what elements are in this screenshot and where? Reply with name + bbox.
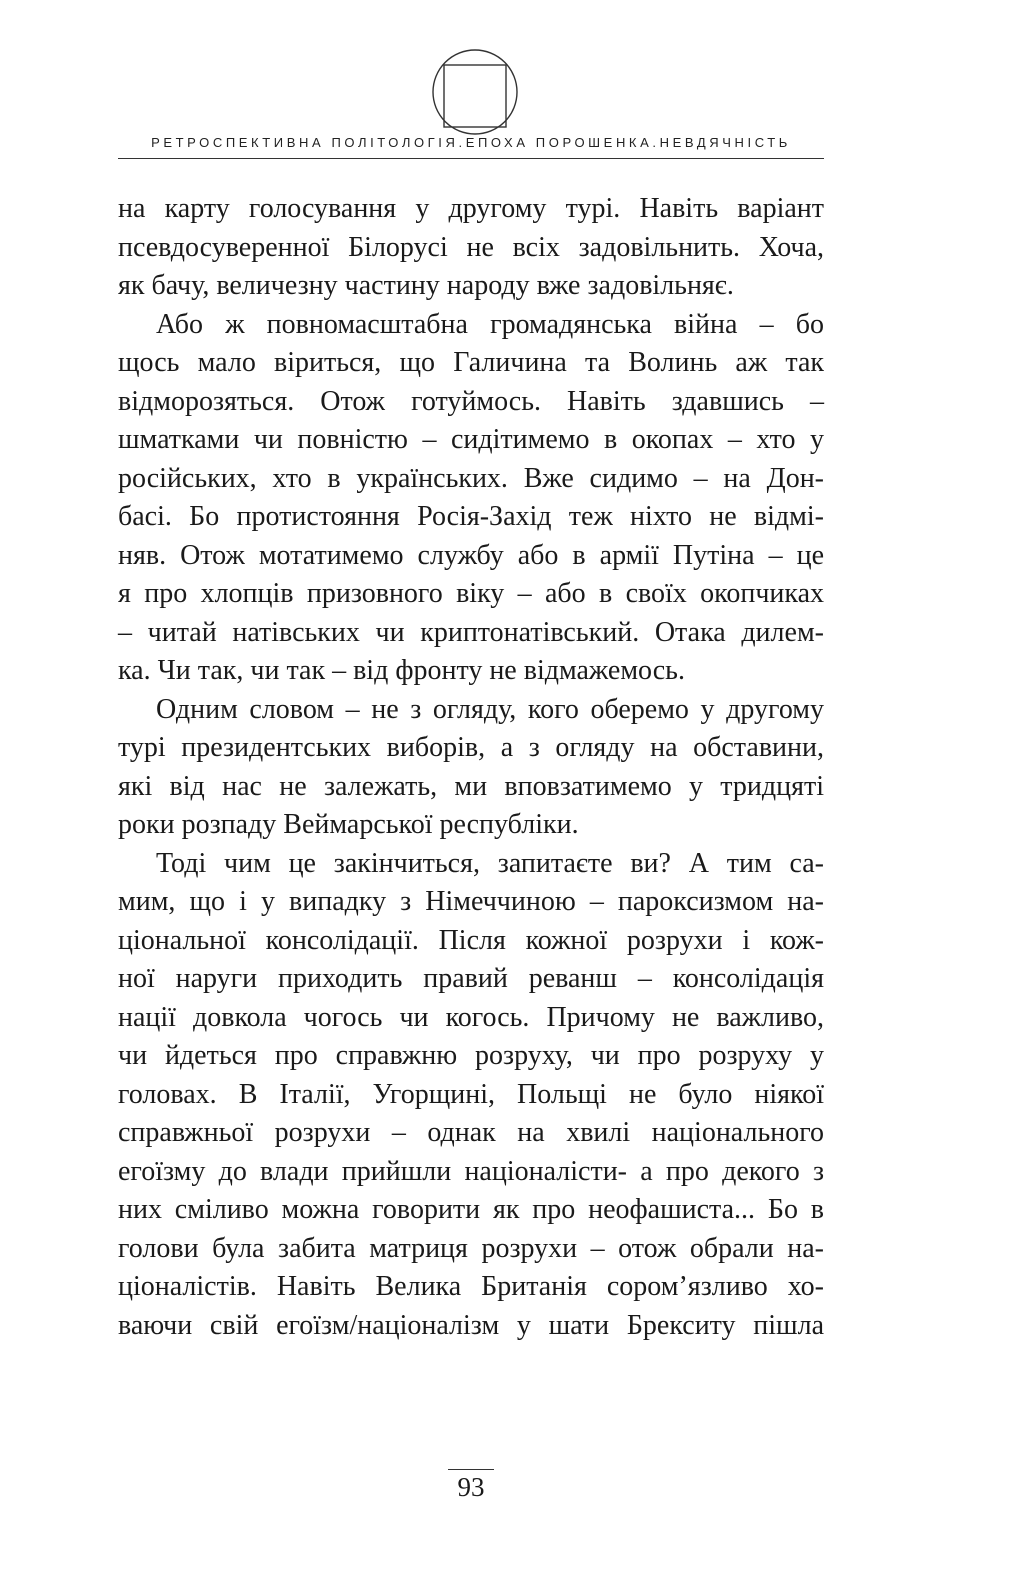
header-divider xyxy=(118,158,824,159)
text-line: ваючи свій егоїзм/націоналізм у шати Брекситу пішла xyxy=(118,1309,824,1341)
text-line: турі президентських виборів, а з огляду на обставини, xyxy=(118,732,824,763)
text-line: псевдосуверенної Білорусі не всіх задовільнить. Хоча, xyxy=(118,231,824,263)
text-line: на карту голосування у другому турі. Навіть варіант xyxy=(118,193,824,224)
text-line: ка. Чи так, чи так – від фронту не відмажемось. xyxy=(118,655,685,686)
text-line: ної наруги приходить правий реванш – консолідація xyxy=(118,963,824,994)
text-line: справжньої розрухи – однак на хвилі національного xyxy=(118,1117,824,1148)
text-line: Тоді чим це закінчиться, запитаєте ви? А тим са- xyxy=(156,847,824,879)
text-line: ціоналістів. Навіть Велика Британія сором’язливо хо- xyxy=(118,1271,824,1302)
text-line: як бачу, величезну частину народу вже задовільняє. xyxy=(118,270,734,301)
paragraph xyxy=(118,306,824,691)
body-text xyxy=(118,190,824,1345)
text-line: няв. Отож мотатимемо службу або в армії Путіна – це xyxy=(118,539,824,571)
text-line: чи йдеться про справжню розруху, чи про розруху у xyxy=(118,1040,824,1071)
text-line: мим, що і у випадку з Німеччиною – пароксизмом на- xyxy=(118,886,824,917)
text-line: Або ж повномасштабна громадянська війна – бо xyxy=(156,308,824,340)
text-line: я про хлопців призовного віку – або в своїх окопчиках xyxy=(118,578,824,609)
paragraph xyxy=(118,845,824,1346)
text-line: голови була забита матриця розрухи – отож обрали на- xyxy=(118,1232,824,1264)
text-line: які від нас не залежать, ми вповзатимемо у тридцяті xyxy=(118,770,824,802)
paragraph xyxy=(118,691,824,845)
paragraph xyxy=(118,190,824,306)
text-line: відморозяться. Отож готуймось. Навіть здавшись – xyxy=(118,385,824,417)
text-line: Одним словом – не з огляду, кого оберемо у другому xyxy=(156,693,824,725)
text-line: егоїзму до влади прийшли націоналісти- а про декого з xyxy=(118,1155,824,1187)
text-line: російських, хто в українських. Вже сидимо – на Дон- xyxy=(118,462,824,494)
text-line: нації довкола чогось чи когось. Причому не важливо, xyxy=(118,1001,824,1033)
text-line: них сміливо можна говорити як про неофашиста... Бо в xyxy=(118,1194,824,1225)
page-number: 93 xyxy=(457,1472,485,1502)
text-line: ціональної консолідації. Після кожної розрухи і кож- xyxy=(118,924,824,956)
text-line: щось мало віриться, що Галичина та Волинь аж так xyxy=(118,347,824,378)
running-header-title: РЕТРОСПЕКТИВНА ПОЛІТОЛОГІЯ.ЕПОХА ПОРОШЕНКА.НЕВДЯЧНІСТЬ xyxy=(151,135,791,150)
circle-square-emblem-icon xyxy=(431,48,519,136)
text-line: басі. Бо протистояння Росія-Захід теж ніхто не відмі- xyxy=(118,501,824,532)
text-line: роки розпаду Веймарської республіки. xyxy=(118,809,579,840)
text-line: шматками чи повністю – сидітимемо в окопах – хто у xyxy=(118,424,824,455)
text-line: – читай натівських чи криптонатівський. Отака дилем- xyxy=(118,616,824,648)
text-line: головах. В Італії, Угорщині, Польщі не було ніякої xyxy=(118,1078,824,1110)
